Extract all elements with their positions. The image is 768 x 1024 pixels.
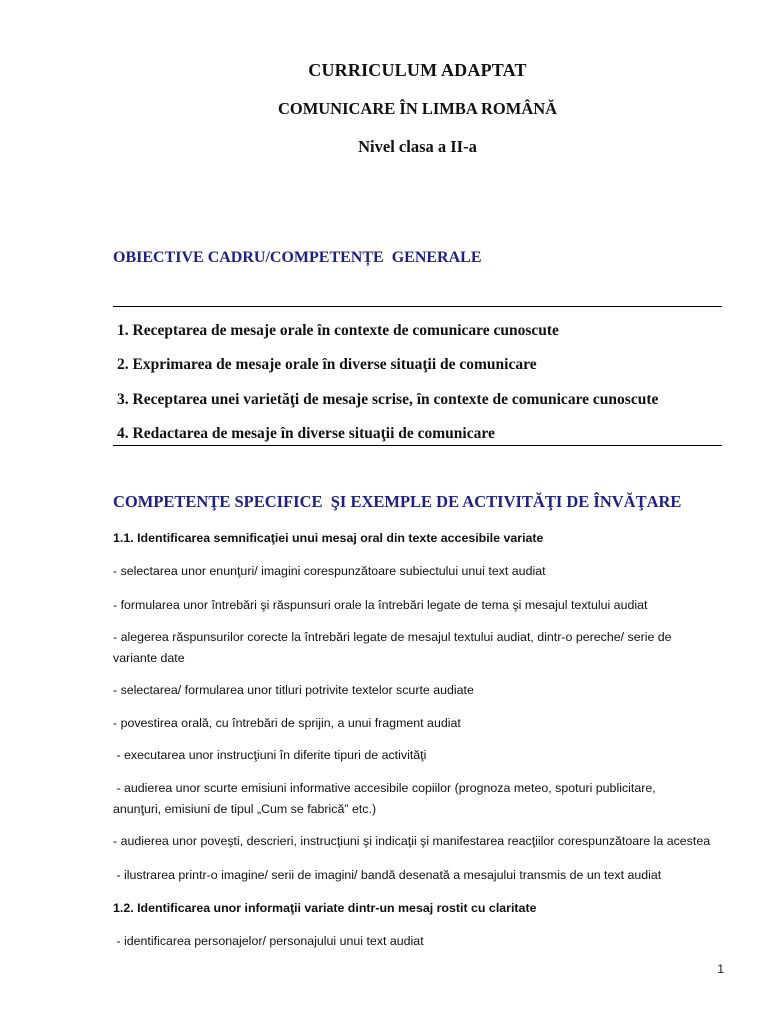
divider-top	[113, 306, 722, 307]
general-competence-item: 2. Exprimarea de mesaje orale în diverse situaţii de comunicare	[117, 356, 537, 373]
activity-item: - selectarea/ formularea unor titluri potrivite textelor scurte audiate	[113, 683, 474, 697]
document-title: CURRICULUM ADAPTAT	[308, 60, 527, 80]
activity-item: - selectarea unor enunţuri/ imagini corespunzătoare subiectului unui text audiat	[113, 564, 546, 578]
specific-competences-heading: COMPETENŢE SPECIFICE ŞI EXEMPLE DE ACTIVITĂŢI DE ÎNVĂŢARE	[113, 492, 682, 511]
competence-1-1-title: 1.1. Identificarea semnificaţiei unui mesaj oral din texte accesibile variate	[113, 531, 544, 545]
divider-bottom	[113, 445, 722, 446]
activity-item: - povestirea orală, cu întrebări de sprijin, a unui fragment audiat	[113, 716, 461, 730]
general-competence-item: 1. Receptarea de mesaje orale în contexte de comunicare cunoscute	[117, 322, 559, 339]
general-competence-item: 3. Receptarea unei varietăţi de mesaje scrise, în contexte de comunicare cunoscute	[117, 391, 659, 408]
activity-item: - executarea unor instrucţiuni în diferite tipuri de activităţi	[113, 748, 427, 762]
document-subtitle: COMUNICARE ÎN LIMBA ROMÂNĂ	[277, 99, 558, 118]
general-competences-heading: OBIECTIVE CADRU/COMPETENȚE GENERALE	[113, 249, 482, 266]
activity-item: - formularea unor întrebări şi răspunsuri orale la întrebări legate de tema şi mesajul textului audiat	[113, 598, 648, 612]
activity-item: - audierea unor poveşti, descrieri, instrucţiuni şi indicaţii şi manifestarea reacţiilor corespunzătoare la acestea	[113, 834, 711, 848]
general-competence-item: 4. Redactarea de mesaje în diverse situaţii de comunicare	[117, 425, 495, 442]
competence-1-2-title: 1.2. Identificarea unor informaţii variate dintr-un mesaj rostit cu claritate	[113, 901, 537, 915]
page-number: 1	[717, 962, 724, 976]
activity-item: - audierea unor scurte emisiuni informative accesibile copiilor (prognoza meteo, spoturi publicitare, anunţuri, emisiuni de tipul „Cum se fabrică” etc.)	[113, 781, 656, 816]
activity-item: - ilustrarea printr-o imagine/ serii de imagini/ bandă desenată a mesajului transmis de un text audiat	[113, 868, 662, 882]
grade-level: Nivel clasa a II-a	[358, 137, 477, 156]
activity-item: - identificarea personajelor/ personajului unui text audiat	[113, 934, 424, 948]
activity-item: - alegerea răspunsurilor corecte la întrebări legate de mesajul textului audiat, dintr-o pereche/ serie de variante date	[113, 630, 672, 665]
